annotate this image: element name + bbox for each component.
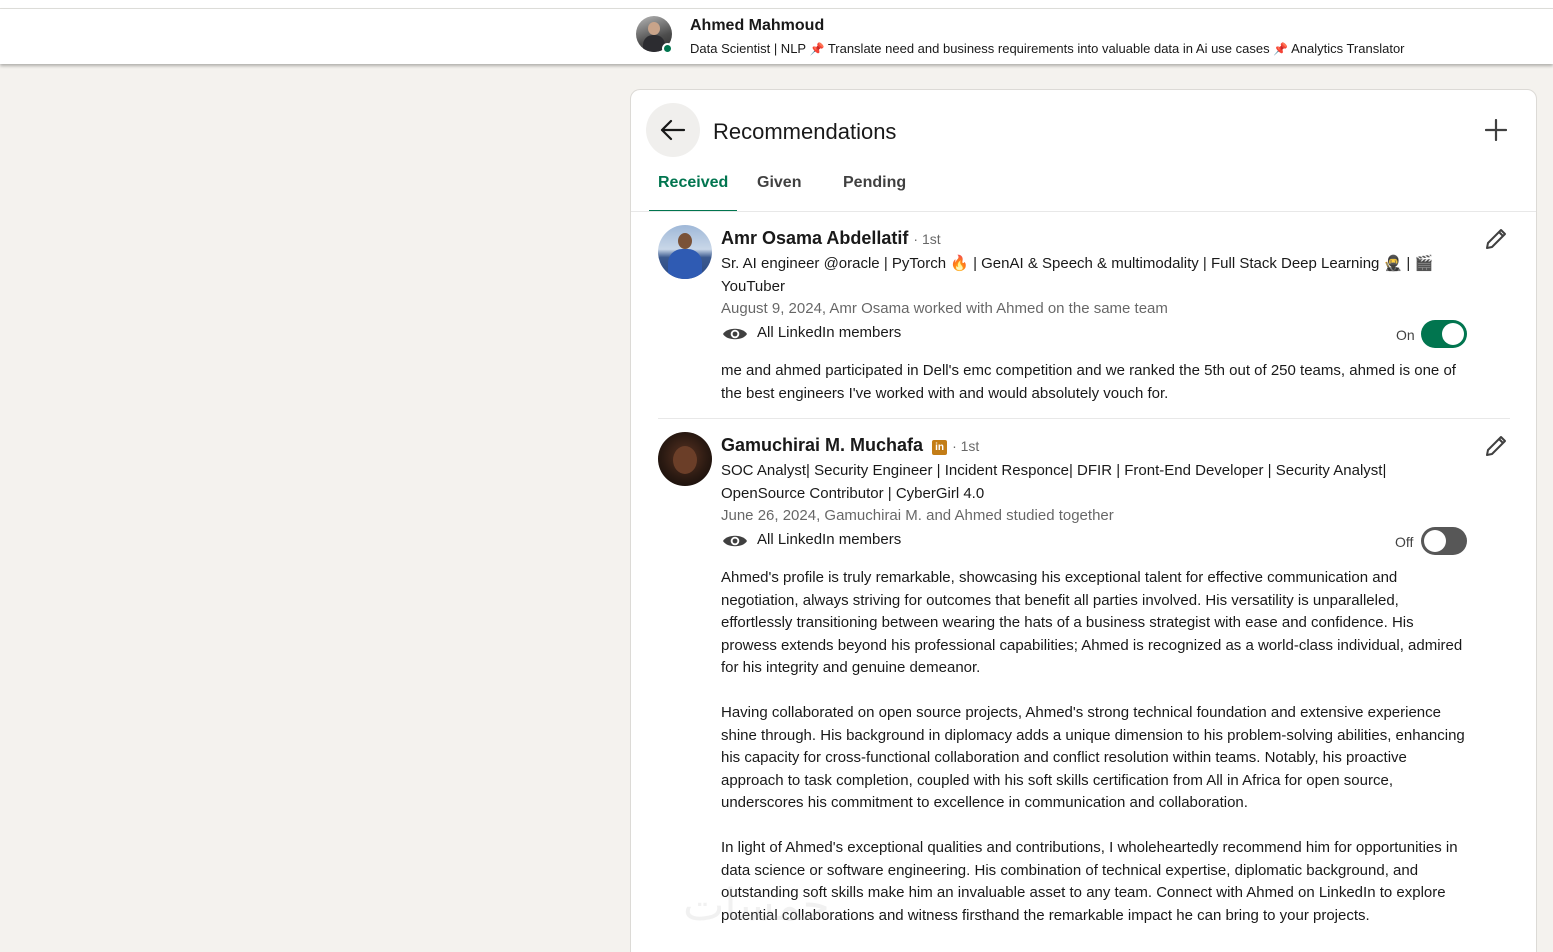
browser-top-strip	[0, 0, 1553, 9]
pencil-icon	[1484, 227, 1508, 251]
tab-given[interactable]: Given	[757, 174, 802, 191]
online-status-dot	[662, 43, 673, 54]
recommendation-text: me and ahmed participated in Dell's emc competition and we ranked the 5th out of 250 teams, ahmed is one of the best engineers I've worked with and would absolutely vouch for.	[721, 362, 1456, 402]
recommender-name[interactable]: Gamuchirai M. Muchafa in · 1st	[721, 435, 980, 455]
recommendation-date: June 26, 2024, Gamuchirai M. and Ahmed studied together	[721, 507, 1114, 524]
eye-icon	[722, 532, 748, 550]
back-button[interactable]	[646, 103, 700, 157]
sticky-profile-header	[0, 9, 1553, 64]
recommender-avatar[interactable]	[658, 432, 712, 486]
recommendation-paragraph: In light of Ahmed's exceptional qualities and contributions, I wholeheartedly recommend him for opportunities in data science or software engineering. His combination of technical expertise, diplomatic background, and outstanding soft skills make him an invaluable asset to any team. Connect with Ahmed on LinkedIn to explore potential collaborations and witness firsthand the remarkable impact he can bring to your projects.	[721, 839, 1458, 924]
recommender-name[interactable]: Amr Osama Abdellatif · 1st	[721, 228, 941, 248]
show-on-profile-toggle[interactable]	[1421, 527, 1467, 555]
connection-degree: · 1st	[952, 438, 980, 454]
recommender-headline: Sr. AI engineer @oracle | PyTorch 🔥 | GenAI & Speech & multimodality | Full Stack Deep Learning 🥷 | 🎬 YouTuber	[721, 255, 1434, 295]
recommendation-divider	[658, 418, 1510, 419]
recommendation-paragraph: Ahmed's profile is truly remarkable, showcasing his exceptional talent for effective communication and negotiation, always striving for outcomes that benefit all parties involved. His versatility is unparalleled, effortlessly transitioning between wearing the hats of a business strategist with ease and confidence. His prowess extends beyond his professional capabilities; Ahmed is recognized as a world-class individual, admired for his integrity and genuine demeanor.	[721, 569, 1463, 676]
pin-icon: 📌	[809, 42, 825, 56]
recommendations-card: Recommendations Received Given Pending Amr Osama Abdellatif · 1st Sr. AI engineer @oracle | PyTorch 🔥 | GenAI & Speech & multimodality | Full Stack Deep Learning 🥷 | 🎬 YouTuber August 9, 2024, Amr Osama worked with Ahmed on the same team All LinkedIn members On me and ahmed participated in Dell's emc competition and we ranked the 5th out of 250 teams, ahmed is one of the best engineers I've worked with and would absolutely vouch for. Gamuchirai M. Muchafa in · 1st SOC Analyst| Security Engineer | Incident Responce| DFIR | Front-End Developer | Security Analyst| OpenSource Contributor | CyberGirl 4.0 June 26, 2024, Gamuchirai M. and Ahmed studied together All LinkedIn members Off Ahmed's profile is truly remarkable, showcasing his exceptional talent for effective communication and negotiation, always striving for outcomes that benefit all parties involved. His versatility is unparalleled, effortlessly transitioning between wearing the hats of a business strategist with ease and confidence. His prowess extends beyond his professional capabilities; Ahmed is recognized as a world-class individual, admired for his integrity and genuine demeanor. Having collaborated on open source projects, Ahmed's strong technical foundation and extensive experience shine through. His background in diplomacy adds a unique dimension to his problem-solving abilities, enhancing his capacity for cross-functional collaboration and conflict resolution within teams. Notably, his proactive approach to task completion, coupled with his soft skills certification from All in Africa for open source, underscores his commitment to excellence in communication and collaboration. In light of Ahmed's exceptional qualities and contributions, I wholeheartedly recommend him for opportunities in data science or software engineering. His combination of technical expertise, diplomatic background, and outstanding soft skills make him an invaluable asset to any team. Connect with Ahmed on LinkedIn to explore potential collaborations and witness firsthand the remarkable impact he can bring to your projects.	[630, 89, 1537, 952]
tab-received[interactable]: Received	[649, 162, 737, 212]
page-title: Recommendations	[713, 119, 897, 144]
arrow-left-icon	[660, 119, 686, 141]
recommender-avatar[interactable]	[658, 225, 712, 279]
toggle-label: Off	[1395, 534, 1414, 550]
profile-name[interactable]: Ahmed Mahmoud	[690, 17, 825, 34]
toggle-label: On	[1396, 327, 1415, 343]
recommendation-paragraph: Having collaborated on open source projects, Ahmed's strong technical foundation and extensive experience shine through. His background in diplomacy adds a unique dimension to his problem-solving abilities, enhancing his capacity for cross-functional collaboration and conflict resolution within teams. Notably, his proactive approach to task completion, coupled with his soft skills certification from All in Africa for open source, underscores his commitment to excellence in communication and collaboration.	[721, 704, 1465, 811]
recommendation-date: August 9, 2024, Amr Osama worked with Ahmed on the same team	[721, 300, 1168, 317]
pencil-icon	[1484, 434, 1508, 458]
recommender-headline: SOC Analyst| Security Engineer | Incident Responce| DFIR | Front-End Developer | Security Analyst| OpenSource Contributor | CyberGirl 4.0	[721, 462, 1387, 502]
pin-icon: 📌	[1273, 42, 1289, 56]
tab-pending[interactable]: Pending	[843, 174, 907, 191]
edit-button[interactable]	[1481, 431, 1511, 461]
plus-icon	[1485, 119, 1507, 141]
add-recommendation-button[interactable]	[1476, 110, 1516, 150]
profile-headline: Data Scientist | NLP 📌 Translate need and business requirements into valuable data in Ai use cases 📌 Analytics Translator	[690, 41, 1405, 56]
connection-degree: · 1st	[913, 231, 941, 247]
eye-icon	[722, 325, 748, 343]
linkedin-premium-icon: in	[932, 440, 947, 455]
edit-button[interactable]	[1481, 224, 1511, 254]
show-on-profile-toggle[interactable]	[1421, 320, 1467, 348]
tabs-divider	[631, 211, 1536, 212]
